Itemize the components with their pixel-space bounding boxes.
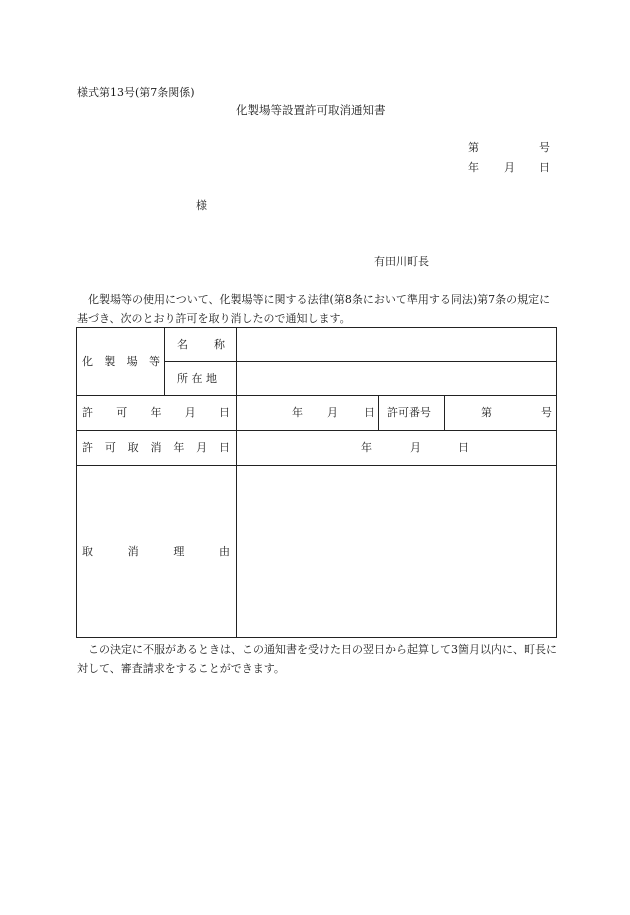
- addressee-suffix: 様: [196, 199, 207, 212]
- doc-number-suffix: 号: [539, 141, 550, 154]
- permit-number-suffix: 号: [541, 406, 552, 419]
- document-title: 化製場等設置許可取消通知書: [236, 103, 386, 117]
- facility-label: 化 製 場 等: [82, 355, 160, 368]
- form-number: 様式第13号(第7条関係): [77, 86, 195, 99]
- facility-location-field[interactable]: [237, 362, 555, 395]
- revocation-date-year: 年: [361, 441, 372, 454]
- permit-number-label: 許可番号: [387, 406, 431, 419]
- reason-label: 取 消 理 由: [82, 545, 230, 558]
- location-label: 所 在 地: [177, 372, 217, 385]
- revocation-date-day: 日: [458, 441, 469, 454]
- date-month: 月: [504, 161, 515, 174]
- revocation-date-label: 許 可 取 消 年 月 日: [82, 441, 230, 454]
- body-text: 化製場等の使用について、化製場等に関する法律(第8条において準用する同法)第7条の規定に基づき、次のとおり許可を取り消したので通知します。: [77, 293, 551, 325]
- issuer-name: 有田川町長: [374, 255, 429, 268]
- appeal-notice: この決定に不服があるときは、この通知書を受けた日の翌日から起算して3箇月以内に、町長に対して、審査請求をすることができます。: [77, 643, 557, 675]
- permit-date-label: 許 可 年 月 日: [82, 406, 230, 419]
- facility-name-field[interactable]: [237, 328, 555, 361]
- doc-number-prefix: 第: [468, 141, 479, 154]
- permit-number-prefix: 第: [481, 406, 492, 419]
- permit-date-year: 年: [292, 406, 303, 419]
- revocation-date-month: 月: [410, 441, 421, 454]
- permit-date-day: 日: [364, 406, 375, 419]
- date-day: 日: [539, 161, 550, 174]
- name-label: 名 称: [177, 338, 225, 351]
- date-year: 年: [468, 161, 479, 174]
- reason-field[interactable]: [237, 466, 555, 636]
- permit-date-month: 月: [327, 406, 338, 419]
